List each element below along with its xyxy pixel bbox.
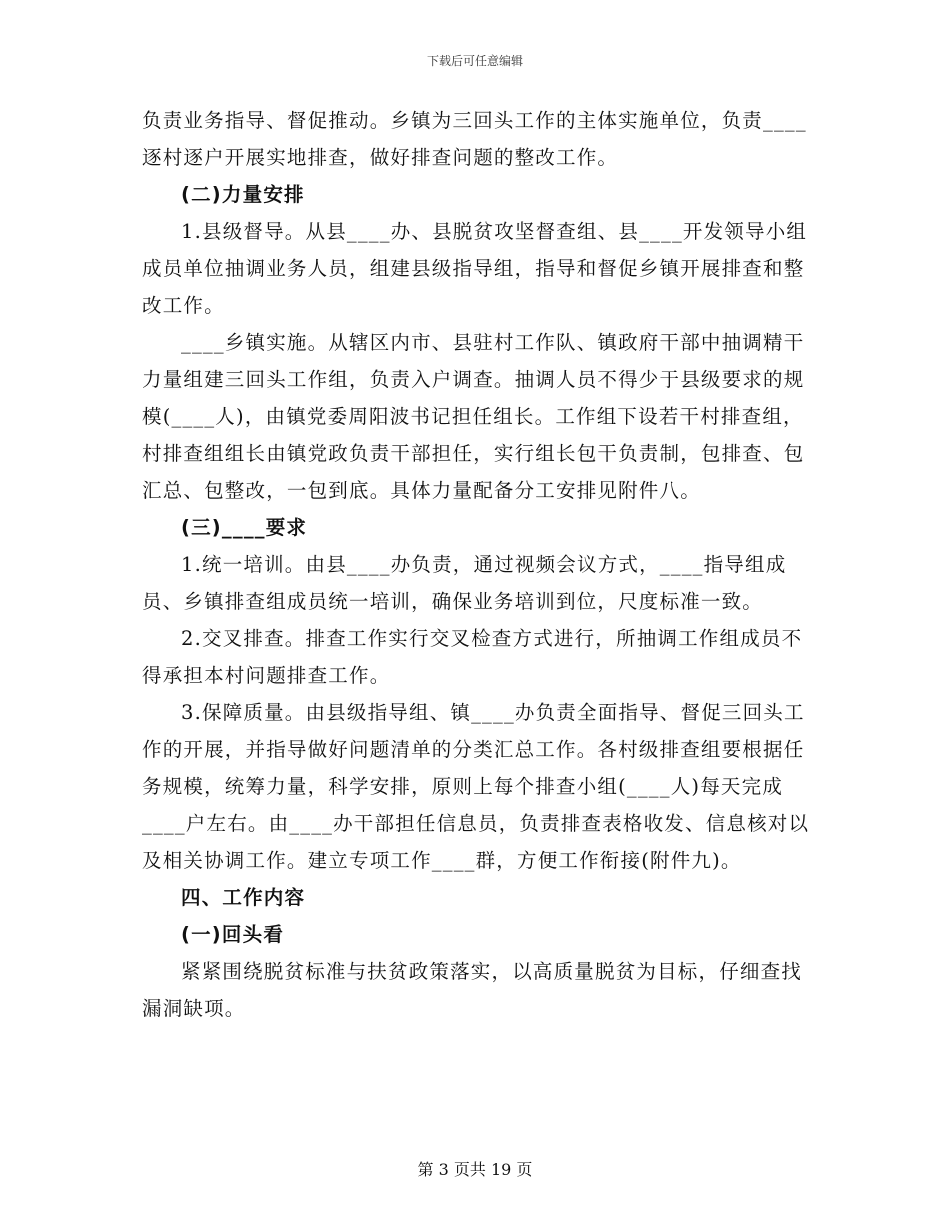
document-body [142,102,810,1027]
paragraph-cross-inspection: 2.交叉排查。排查工作实行交叉检查方式进行，所抽调工作组成员不得承担本村问题排查工作。 [142,627,803,687]
paragraph-county-supervision: 1.县级督导。从县____办、县脱贫攻坚督查组、县____开发领导小组成员单位抽调业务人员，组建县级指导组，指导和督促乡镇开展排查和整改工作。 [142,220,808,317]
page-header: 下载后可任意编辑 [426,54,523,68]
section-heading-requirements: (三)____要求 [181,516,308,539]
section-heading-work-content: 四、工作内容 [181,886,306,909]
section-heading-look-back: (一)回头看 [181,923,285,946]
page-footer: 第 3 页共 19 页 [417,1160,533,1179]
paragraph-quality-assurance: 3.保障质量。由县级指导组、镇____办负责全面指导、督促三回头工作的开展，并指导做好问题清单的分类汇总工作。各村级排查组要根据任务规模，统筹力量，科学安排，原则上每个排查小组(____人)每天完成____户左右。由____办干部担任信息员，负责排查表格收发、信息核对以及相关协调工作。建立专项工作____群，方便工作衔接(附件九)。 [142,701,810,872]
paragraph-unified-training: 1.统一培训。由县____办负责，通过视频会议方式，____指导组成员、乡镇排查组成员统一培训，确保业务培训到位，尺度标准一致。 [142,553,787,613]
paragraph-look-back-detail: 紧紧围绕脱贫标准与扶贫政策落实，以高质量脱贫为目标，仔细查找漏洞缺项。 [142,960,803,1020]
section-heading-force-arrangement: (二)力量安排 [181,183,305,206]
paragraph-continued: 负责业务指导、督促推动。乡镇为三回头工作的主体实施单位，负责____逐村逐户开展实地排查，做好排查问题的整改工作。 [142,109,807,169]
paragraph-township-implementation: ____乡镇实施。从辖区内市、县驻村工作队、镇政府干部中抽调精干力量组建三回头工作组，负责入户调查。抽调人员不得少于县级要求的规模(____人)，由镇党委周阳波书记担任组长。工作组下设若干村排查组，村排查组组长由镇党政负责干部担任，实行组长包干负责制，包排查、包汇总、包整改，一包到底。具体力量配备分工安排见附件八。 [142,331,805,502]
